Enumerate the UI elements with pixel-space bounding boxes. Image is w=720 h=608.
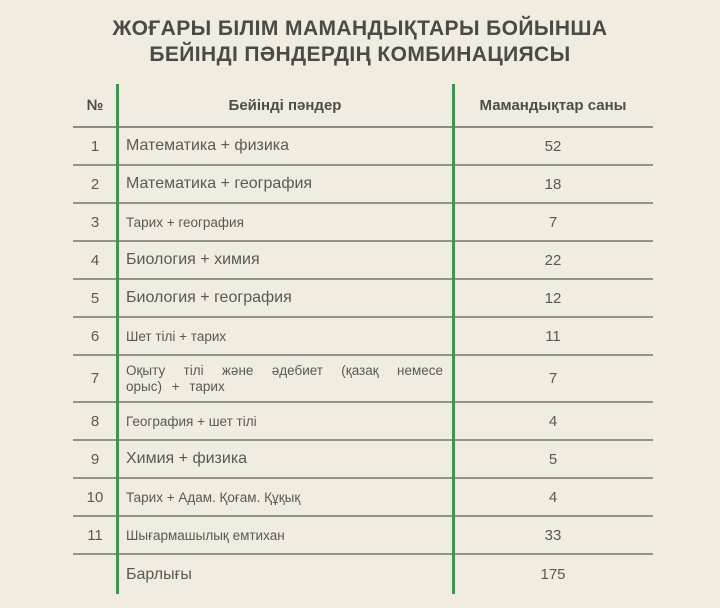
row-number-cell: 2 [90,175,100,193]
column-divider-right [452,84,455,594]
row-number-cell: 11 [87,526,103,544]
row-count-cell: 22 [544,251,562,269]
row-number-cell: 9 [90,450,100,468]
row-number-cell: 4 [90,251,100,269]
row-subjects-cell: Шет тілі + тарих [126,328,227,344]
row-subjects-cell: Тарих + Адам. Қоғам. Құқық [126,489,301,505]
row-subjects-cell: Биология + химия [126,251,260,268]
row-count-cell: 7 [548,213,558,231]
row-number-cell: 5 [90,289,100,307]
table-row [73,166,653,204]
row-subjects-cell: Математика + физика [126,137,290,154]
row-subjects-cell: География + шет тілі [126,413,257,429]
row-count-cell: 18 [544,175,562,193]
row-count-cell: 7 [548,370,558,387]
row-subjects-cell: Шығармашылық емтихан [126,527,285,543]
row-count-cell: 5 [548,450,558,468]
row-count-cell: 33 [544,526,562,544]
table-row [73,204,653,242]
header-num: № [86,96,104,114]
header-count: Мамандықтар саны [479,96,627,114]
row-number-cell: 3 [90,213,100,231]
row-subjects-cell: Тарих + география [126,214,244,230]
specialties-table [73,84,653,594]
row-count-cell: 12 [544,289,562,307]
table-total-row [73,555,653,594]
row-subjects-cell: Математика + география [126,175,313,192]
table-row [73,356,653,403]
table-row [73,403,653,441]
table-row [73,441,653,479]
column-divider-left [116,84,119,594]
row-count-cell: 11 [545,327,561,345]
table-row [73,128,653,166]
row-count-cell: 4 [548,412,558,430]
table-row [73,318,653,356]
table-row [73,479,653,517]
row-count-cell: 4 [548,488,558,506]
table-header-row [73,84,653,128]
row-number-cell: 1 [90,137,100,155]
header-subjects: Бейінді пәндер [228,96,342,114]
row-count-cell: 52 [544,137,562,155]
row-number-cell: 10 [86,488,104,506]
page-title-line-2: БЕЙІНДІ ПӘНДЕРДІҢ КОМБИНАЦИЯСЫ [149,43,571,66]
row-subjects-cell: Биология + география [126,289,292,306]
row-number-cell: 6 [90,327,100,345]
row-subjects-cell: Химия + физика [126,450,248,467]
page-title [0,0,720,68]
row-number-cell: 8 [90,412,100,430]
total-count: 175 [540,566,566,583]
page-title-line-1: ЖОҒАРЫ БІЛІМ МАМАНДЫҚТАРЫ БОЙЫНША [112,17,608,40]
total-label: Барлығы [126,565,192,583]
row-number-cell: 7 [90,370,100,387]
row-subjects-cell: Оқыту тілі және әдебиет (қазақ немесе орыс) + тарих [126,362,443,394]
table-row [73,242,653,280]
table-row [73,517,653,555]
table-row [73,280,653,318]
